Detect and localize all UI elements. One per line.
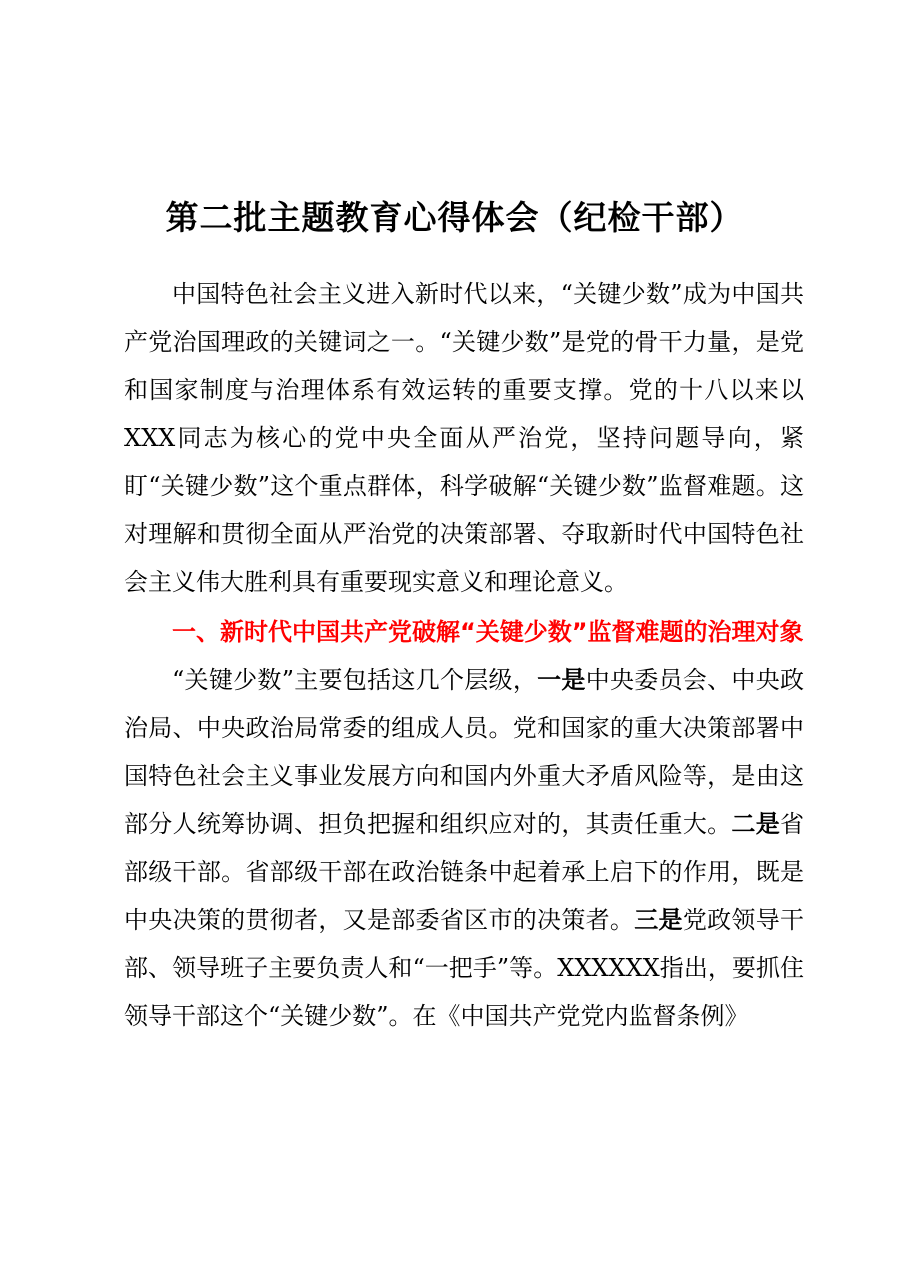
document-title: 第二批主题教育心得体会（纪检干部） xyxy=(165,198,744,237)
second-level-text: 省部级干部。省部级干部在政治链条中起着承上启下的作用，既是中央决策的贯彻者，又是部委省区市的决策者。 xyxy=(124,810,804,934)
marker-first: 一是 xyxy=(537,666,586,694)
document-body xyxy=(124,270,804,1040)
section-heading-1: 一、新时代中国共产党破解“关键少数”监督难题的治理对象 xyxy=(172,618,804,646)
paragraph-intro-text: “关键少数”主要包括这几个层级， xyxy=(172,666,538,694)
paragraph-intro: 中国特色社会主义进入新时代以来，“关键少数”成为中国共产党治国理政的关键词之一。“关键少数”是党的骨干力量，是党和国家制度与治理体系有效运转的重要支撑。党的十八以来以XXX同志为核心的党中央全面从严治党，坚持问题导向，紧盯“关键少数”这个重点群体，科学破解“关键少数”监督难题。这对理解和贯彻全面从严治党的决策部署、夺取新时代中国特色社会主义伟大胜利具有重要现实意义和理论意义。 xyxy=(124,280,804,596)
marker-second: 二是 xyxy=(731,810,780,838)
first-level-text: 中央委员会、中央政治局、中央政治局常委的组成人员。党和国家的重大决策部署中国特色社会主义事业发展方向和国内外重大矛盾风险等，是由这部分人统筹协调、担负把握和组织应对的，其责任重大。 xyxy=(124,666,804,838)
marker-third: 三是 xyxy=(634,906,683,934)
third-level-text: 党政领导干部、领导班子主要负责人和“一把手”等。XXXXXX指出，要抓住领导干部这个“关键少数”。在《中国共产党党内监督条例》 xyxy=(124,906,805,1030)
paragraph-key-minority xyxy=(124,656,804,1040)
